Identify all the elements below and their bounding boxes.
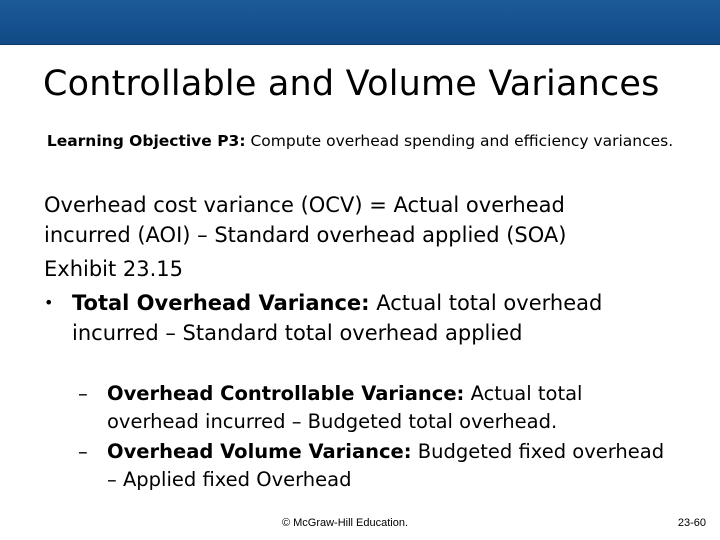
sub-bullet-marker: – [78,440,88,463]
sub-bullet-volume [78,438,678,494]
sub-bullet-controllable [78,380,678,436]
bullet-term: Total Overhead Variance: [72,291,370,315]
footer-copyright: © McGraw-Hill Education. [281,517,409,529]
sub-bullet-term: Overhead Volume Variance: [107,440,412,463]
slide-title: Controllable and Volume Variances [43,64,660,104]
learning-objective [40,130,680,152]
sub-bullet-text: Budgeted fixed overhead – Applied fixed Overhead [107,440,665,491]
sub-bullet-text: Actual total overhead incurred – Budgeted total overhead. [107,382,583,433]
bullet-marker: • [44,293,54,312]
body-line-1: Overhead cost variance (OCV) = Actual overhead [44,193,565,217]
sub-bullet-marker: – [78,382,88,405]
header-bar [0,0,720,45]
objective-text: Compute overhead spending and efficiency variances. [250,132,674,150]
sub-bullet-term: Overhead Controllable Variance: [107,382,465,405]
footer-page-number: 23-60 [677,517,706,529]
bullet-text: Actual total overhead incurred – Standard total overhead applied [72,291,603,345]
objective-label: Learning Objective P3: [46,132,246,150]
body-line-2: incurred (AOI) – Standard overhead applied (SOA) [44,223,567,247]
body-line-exhibit: Exhibit 23.15 [44,257,184,281]
bullet-total-overhead [44,288,684,348]
